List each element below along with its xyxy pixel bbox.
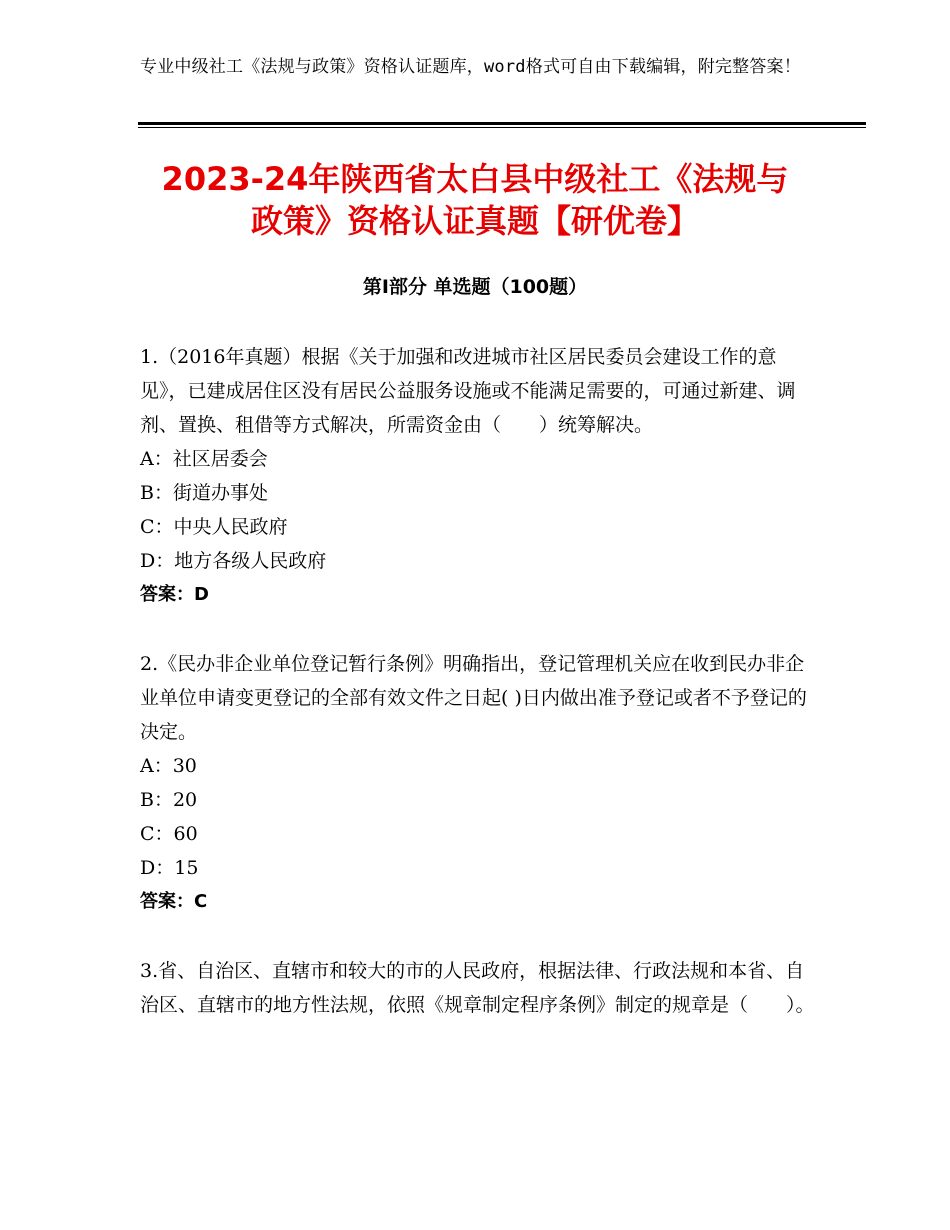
question-text: 3.省、自治区、直辖市和较大的市的人民政府，根据法律、行政法规和本省、自治区、直辖市的地方性法规，依照《规章制定程序条例》制定的规章是（ ）。 xyxy=(140,960,815,1016)
option-c: C：中央人民政府 xyxy=(140,516,288,538)
option-b: B：20 xyxy=(140,789,198,811)
document-title: 2023-24年陕西省太白县中级社工《法规与政策》资格认证真题【研优卷】 xyxy=(161,160,789,240)
question-text: 1.（2016年真题）根据《关于加强和改进城市社区居民委员会建设工作的意见》，已建成居住区没有居民公益服务设施或不能满足需要的，可通过新建、调剂、置换、租借等方式解决，所需资金由（ ）统筹解决。 xyxy=(140,346,796,436)
question-text: 2.《民办非企业单位登记暂行条例》明确指出，登记管理机关应在收到民办非企业单位申请变更登记的全部有效文件之日起( )日内做出准予登记或者不予登记的决定。 xyxy=(140,653,807,743)
section-heading: 第Ⅰ部分 单选题（100题） xyxy=(362,276,588,298)
option-a: A：社区居委会 xyxy=(140,448,268,470)
option-d: D：15 xyxy=(140,857,199,879)
answer: 答案：D xyxy=(140,584,209,605)
option-c: C：60 xyxy=(140,823,198,845)
question-2 xyxy=(140,647,820,919)
option-b: B：街道办事处 xyxy=(140,482,268,504)
header-divider-thin xyxy=(138,127,866,128)
question-list xyxy=(140,340,820,1057)
answer: 答案：C xyxy=(140,891,208,912)
question-1 xyxy=(140,340,820,612)
option-d: D：地方各级人民政府 xyxy=(140,550,327,572)
header-divider-thick xyxy=(138,122,866,125)
option-a: A：30 xyxy=(140,755,197,777)
question-3 xyxy=(140,954,820,1022)
header-note: 专业中级社工《法规与政策》资格认证题库，word格式可自由下载编辑，附完整答案！ xyxy=(140,57,801,77)
